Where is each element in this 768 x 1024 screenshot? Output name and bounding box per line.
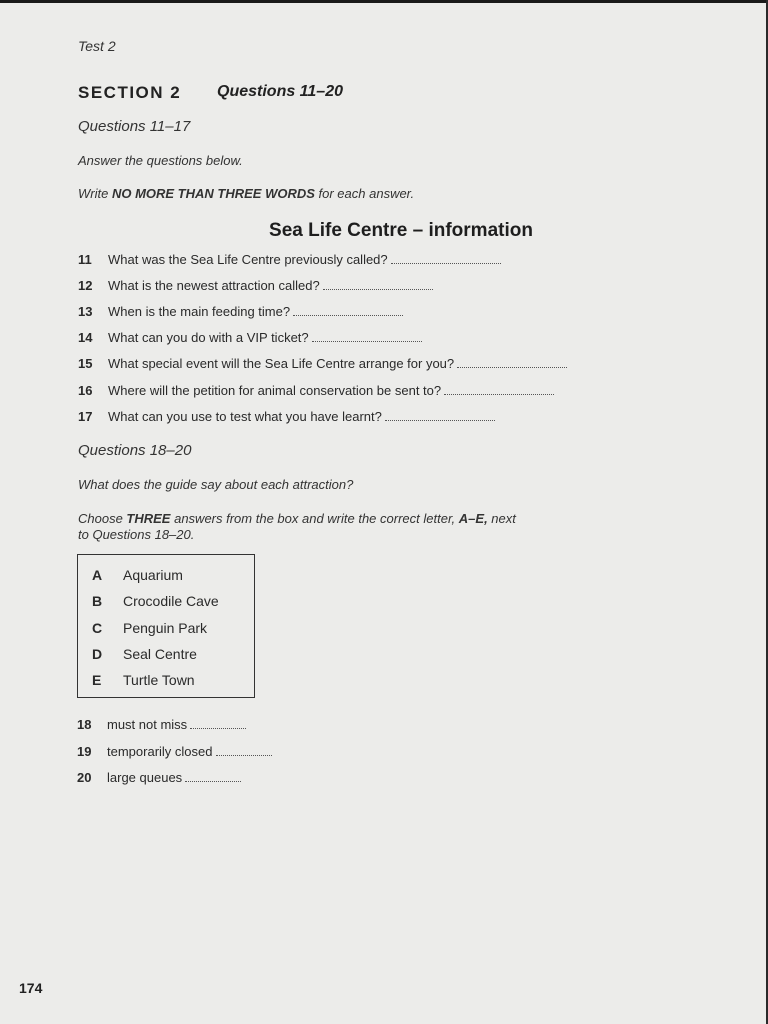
section-questions-range: Questions 11–20 [217,83,343,100]
question-14 [78,330,422,345]
answer-19 [77,744,272,759]
option-label: Crocodile Cave [123,593,219,609]
option-letter: B [92,593,103,609]
word-limit-suffix: for each answer. [314,186,415,201]
answer-18 [77,717,246,732]
question-text: When is the main feeding time? [108,304,291,319]
question-number: 12 [78,278,93,293]
answer-number: 18 [77,717,92,732]
option-letter: E [92,672,102,688]
answer-number: 20 [77,770,92,785]
part1-word-limit [78,186,414,201]
question-number: 17 [78,409,93,424]
word-limit-prefix: Write [78,186,112,201]
option-label: Aquarium [123,567,183,583]
word-limit-emphasis: NO MORE THAN THREE WORDS [111,186,315,201]
test-label: Test 2 [78,38,116,54]
part1-heading: Questions 11–17 [78,118,191,135]
section-title: SECTION 2 [78,83,182,102]
choose-letters: A–E, [458,511,488,526]
question-text: What was the Sea Life Centre previously called? [108,252,388,267]
option-b [92,593,219,609]
answer-text: temporarily closed [107,744,213,759]
part1-instruction: Answer the questions below. [78,153,243,168]
question-text: What is the newest attraction called? [108,278,320,293]
page-number: 174 [19,980,43,996]
answer-text: large queues [107,770,183,785]
choose-prefix: Choose [78,511,127,526]
form-title: Sea Life Centre – information [269,220,533,241]
answer-blank[interactable] [385,410,495,421]
answer-blank[interactable] [190,718,246,729]
page-top-edge [0,0,768,3]
question-11 [78,252,501,267]
option-a [92,567,183,583]
option-e [92,672,195,688]
question-13 [78,304,403,319]
part2-choose-line2: to Questions 18–20. [78,527,195,542]
option-d [92,646,197,662]
choose-middle: answers from the box and write the correct letter, [170,511,459,526]
answer-blank[interactable] [323,279,433,290]
answer-blank[interactable] [185,771,241,782]
question-text: Where will the petition for animal conservation be sent to? [108,383,442,398]
question-16 [78,383,554,398]
part2-question: What does the guide say about each attraction? [78,477,354,492]
question-number: 13 [78,304,93,319]
answer-blank[interactable] [216,745,272,756]
answer-blank[interactable] [444,384,554,395]
option-letter: C [92,620,103,636]
option-label: Penguin Park [123,620,208,636]
question-number: 15 [78,356,93,371]
answer-20 [77,770,241,785]
choose-suffix: next [487,511,516,526]
choose-emphasis: THREE [126,511,171,526]
answer-blank[interactable] [312,331,422,342]
question-number: 11 [78,252,92,267]
answer-blank[interactable] [457,357,567,368]
option-label: Turtle Town [123,672,195,688]
answer-number: 19 [77,744,92,759]
option-c [92,620,207,636]
question-number: 14 [78,330,93,345]
option-letter: A [92,567,103,583]
option-label: Seal Centre [123,646,197,662]
answer-blank[interactable] [293,305,403,316]
question-17 [78,409,495,424]
question-text: What special event will the Sea Life Centre arrange for you? [108,356,455,371]
question-text: What can you do with a VIP ticket? [108,330,309,345]
answer-text: must not miss [107,717,188,732]
question-15 [78,356,567,371]
question-12 [78,278,433,293]
question-text: What can you use to test what you have learnt? [108,409,382,424]
part2-choose-line1 [78,511,516,526]
question-number: 16 [78,383,93,398]
part2-heading: Questions 18–20 [78,442,192,459]
option-letter: D [92,646,103,662]
answer-blank[interactable] [391,253,501,264]
options-box [77,554,255,698]
